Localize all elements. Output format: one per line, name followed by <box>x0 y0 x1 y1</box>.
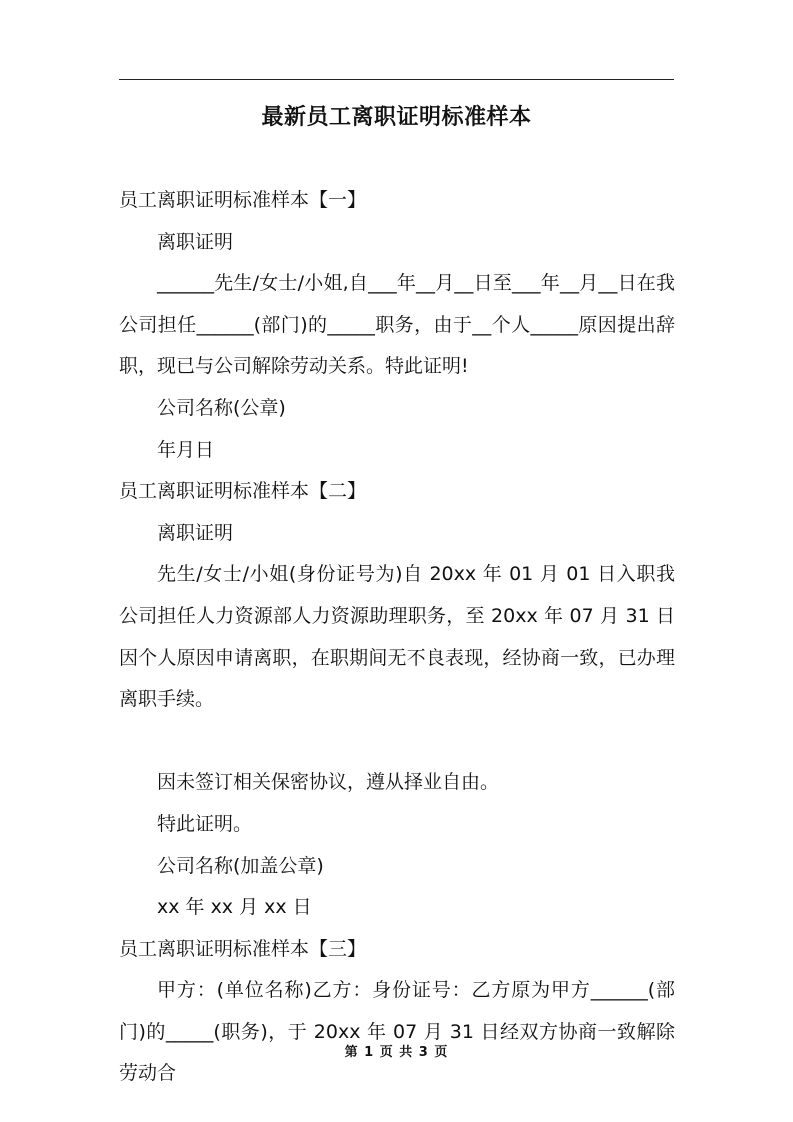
section-2-heading: 员工离职证明标准样本【二】 <box>119 480 367 503</box>
section-2-body: 先生/女士/小姐(身份证号为)自 20xx 年 01 月 01 日入职我公司担任人力资源部人力资源助理职务，至 20xx 年 07 月 31 日因个人原因申请离职，在职期间无不良表现，经协商一致，已办理离职手续。 <box>119 563 675 711</box>
page-footer: 第 1 页 共 3 页 <box>344 1045 449 1060</box>
section-2-confidentiality: 因未签订相关保密协议，遵从择业自由。 <box>157 771 500 794</box>
section-3-body: 甲方：(单位名称)乙方：身份证号：乙方原为甲方______(部门)的_____(职务)，于 20xx 年 07 月 31 日经双方协商一致解除劳动合 <box>119 979 675 1085</box>
paragraph-spacer <box>119 721 675 763</box>
section-1-subtitle: 离职证明 <box>157 230 234 253</box>
section-1-company: 公司名称(公章) <box>157 396 286 419</box>
header-rule <box>119 79 674 80</box>
document-body <box>119 180 675 1095</box>
section-3-heading: 员工离职证明标准样本【三】 <box>119 937 367 960</box>
document-title: 最新员工离职证明标准样本 <box>261 105 532 130</box>
section-2-certify: 特此证明。 <box>157 812 253 835</box>
section-2-date: xx 年 xx 月 xx 日 <box>157 896 312 919</box>
section-2-subtitle: 离职证明 <box>157 521 234 544</box>
section-1-date: 年月日 <box>157 438 215 461</box>
section-2-company: 公司名称(加盖公章) <box>157 854 324 877</box>
section-1-body: ______先生/女士/小姐,自___年__月__日至___年__月__日在我公司担任______(部门)的_____职务，由于__个人_____原因提出辞职，现已与公司解除劳动关系。特此证明! <box>119 272 675 378</box>
section-1-heading: 员工离职证明标准样本【一】 <box>119 189 367 211</box>
